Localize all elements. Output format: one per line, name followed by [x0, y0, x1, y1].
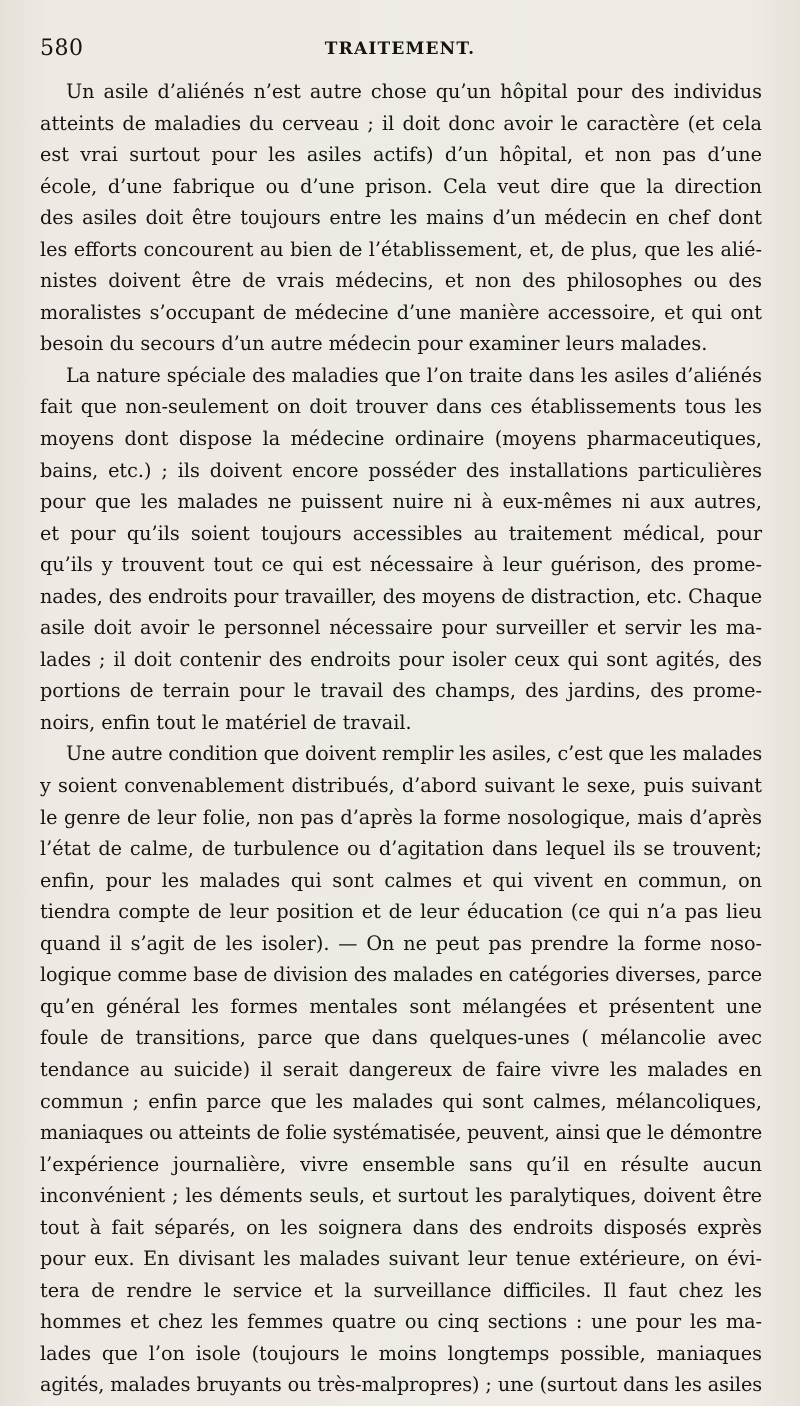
text-line: portions de terrain pour le travail des champs, des jardins, des prome-: [40, 679, 762, 703]
text-line: Un asile d’aliénés n’est autre chose qu’un hôpital pour des individus: [66, 80, 762, 103]
text-line: foule de transitions, parce que dans quelques-unes ( mélancolie avec: [40, 1026, 762, 1050]
text-line: asile doit avoir le personnel nécessaire pour surveiller et servir les ma-: [40, 616, 762, 640]
text-line: lades que l’on isole (toujours le moins longtemps possible, maniaques: [40, 1341, 762, 1365]
text-line: les efforts concourent au bien de l’établissement, et, de plus, que les alié-: [40, 237, 762, 261]
text-line: La nature spéciale des maladies que l’on traite dans les asiles d’aliénés: [66, 363, 762, 387]
text-line: nades, des endroits pour travailler, des moyens de distraction, etc. Chaque: [40, 584, 762, 608]
text-line: maniaques ou atteints de folie systématisée, peuvent, ainsi que le démontre: [40, 1121, 762, 1145]
text-line: l’expérience journalière, vivre ensemble sans qu’il en résulte aucun: [40, 1152, 762, 1176]
text-line: lades ; il doit contenir des endroits pour isoler ceux qui sont agités, des: [40, 647, 762, 671]
body-text: [40, 76, 762, 1401]
text-line: agités, malades bruyants ou très-malpropres) ; une (surtout dans les asiles: [40, 1373, 762, 1397]
text-line: moralistes s’occupant de médecine d’une manière accessoire, et qui ont: [40, 300, 762, 324]
text-line: quand il s’agit de les isoler). — On ne peut pas prendre la forme noso-: [40, 931, 762, 955]
text-line: nistes doivent être de vrais médecins, et non des philosophes ou des: [40, 269, 762, 293]
text-line: inconvénient ; les déments seuls, et surtout les paralytiques, doivent être: [40, 1184, 762, 1208]
paragraph: [40, 76, 762, 360]
text-line: logique comme base de division des malades en catégories diverses, parce: [40, 963, 762, 987]
text-line: pour que les malades ne puissent nuire ni à eux-mêmes ni aux autres,: [40, 490, 762, 514]
text-line: bains, etc.) ; ils doivent encore posséder des installations particulières: [40, 458, 762, 482]
text-line: noirs, enfin tout le matériel de travail.: [40, 710, 412, 734]
page-number: 580: [40, 36, 84, 61]
running-title: TRAITEMENT.: [324, 39, 476, 59]
text-line: des asiles doit être toujours entre les mains d’un médecin en chef dont: [40, 206, 762, 230]
text-line: tendance au suicide) il serait dangereux de faire vivre les malades en: [40, 1057, 762, 1081]
text-line: y soient convenablement distribués, d’abord suivant le sexe, puis suivant: [40, 774, 762, 798]
text-line: tout à fait séparés, on les soignera dans des endroits disposés exprès: [40, 1215, 762, 1239]
text-line: fait que non-seulement on doit trouver dans ces établissements tous les: [40, 395, 762, 419]
text-line: besoin du secours d’un autre médecin pour examiner leurs malades.: [40, 332, 708, 356]
text-line: qu’ils y trouvent tout ce qui est nécessaire à leur guérison, des prome-: [40, 553, 762, 577]
text-line: pour eux. En divisant les malades suivant leur tenue extérieure, on évi-: [40, 1247, 762, 1271]
text-line: moyens dont dispose la médecine ordinaire (moyens pharmaceutiques,: [40, 427, 762, 451]
text-line: commun ; enfin parce que les malades qui sont calmes, mélancoliques,: [40, 1089, 762, 1113]
paragraph: [40, 360, 762, 739]
text-line: et pour qu’ils soient toujours accessibles au traitement médical, pour: [40, 521, 762, 545]
text-line: est vrai surtout pour les asiles actifs) d’un hôpital, et non pas d’une: [40, 143, 762, 167]
text-line: Une autre condition que doivent remplir les asiles, c’est que les malades: [66, 742, 762, 766]
text-line: tiendra compte de leur position et de leur éducation (ce qui n’a pas lieu: [40, 900, 762, 924]
running-head: [40, 36, 760, 64]
text-line: hommes et chez les femmes quatre ou cinq sections : une pour les ma-: [40, 1310, 762, 1334]
text-line: école, d’une fabrique ou d’une prison. Cela veut dire que la direction: [40, 174, 762, 198]
paragraph: [40, 738, 762, 1400]
text-line: tera de rendre le service et la surveillance difficiles. Il faut chez les: [40, 1278, 762, 1302]
text-line: atteints de maladies du cerveau ; il doit donc avoir le caractère (et cela: [40, 111, 762, 135]
text-line: l’état de calme, de turbulence ou d’agitation dans lequel ils se trouvent;: [40, 837, 762, 861]
text-line: le genre de leur folie, non pas d’après la forme nosologique, mais d’après: [40, 805, 762, 829]
text-line: enfin, pour les malades qui sont calmes et qui vivent en commun, on: [40, 868, 762, 892]
text-line: qu’en général les formes mentales sont mélangées et présentent une: [40, 994, 762, 1018]
